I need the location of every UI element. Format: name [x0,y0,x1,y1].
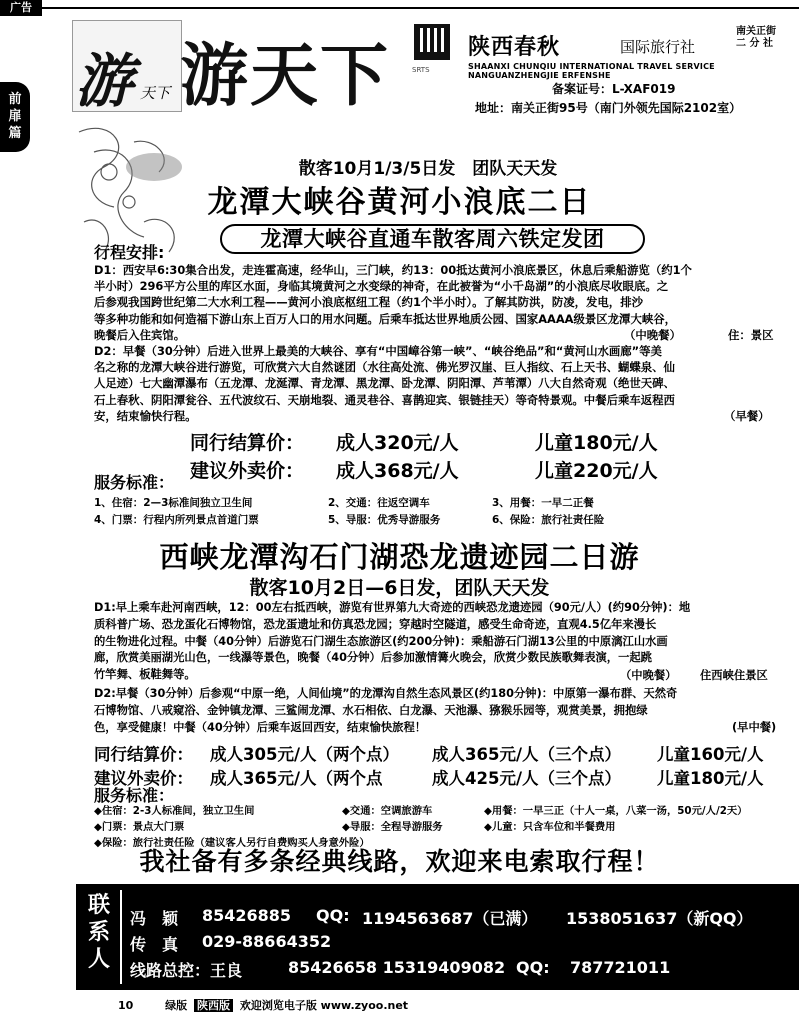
tour1-service-item: 4、门票：行程内所列景点首道门票 [94,514,259,526]
contact-qq-1[interactable]: 1194563687（已满） [362,909,538,928]
tour2-day1-line: 的生物进化过程。中餐（40分钟）后游览石门湖生态旅游区(约200分钟)：乘船游石门湖13公里的中原漓江山水画 [94,634,668,648]
tour2-price-trade-p1: 成人305元/人（两个点） [210,745,399,764]
tour1-day2-line: D2：早餐（30分钟）后进入世界上最美的大峡谷、享有“中国嶂谷第一峡”、“峡谷绝品”和“黄河山水画廊”等美 [94,344,662,358]
contact-qq-label-1: QQ: [316,906,350,925]
tour1-day1-line: D1：西安早6:30集合出发，走连霍高速，经华山，三门峡，约13：00抵达黄河小浪底景区，休息后乘船游览（约1个 [94,263,692,277]
tour1-service-item: 1、住宿：2—3标准间独立卫生间 [94,497,253,509]
side-tab-char: 前 [8,92,22,107]
tour1-day1-line: 半小时）296平方公里的库区水面，身临其境黄河之水变绿的神奇，在此被誉为“小千岛湖”的小浪底尽收眼底。之 [94,279,669,294]
tour2-price-retail-p1: 成人365元/人（两个点 [210,769,383,788]
agency-subtitle: 国际旅行社 [620,38,696,56]
itinerary-label: 行程安排: [94,243,165,262]
tour1-price-trade-child: 儿童180元/人 [535,432,658,454]
tour2-price-trade-label: 同行结算价： [94,745,193,764]
tour2-day1-line: 廊，欣赏美丽湖光山色，一线瀑等景色，晚餐（40分钟）后参加激情篝火晚会，欣赏少数民族歌舞表演，一起跳 [94,651,652,665]
tour1-day2-line: 名之称的龙潭大峡谷进行游览，可欣赏六大自然谜团（水往高处流、佛光罗汉崖、巨人指纹、石上天书、蝴蝶泉、仙 [94,360,675,375]
tour1-schedule: 散客10月1/3/5日发 团队天天发 [298,159,558,179]
tour2-day1 [94,600,789,684]
tour2-service-item: ◆儿童：只含车位和半餐费用 [484,821,616,833]
contact-label-char: 联 [87,893,110,918]
tour1-day2-line: 安，结束愉快行程。 [94,408,197,423]
slogan: 我社备有多条经典线路，欢迎来电索取行程！ [139,847,660,876]
tour1-day2 [94,343,789,424]
tour2-service-item: ◆交通：空调旅游车 [342,805,433,817]
logo-small-text: 天下 [140,84,171,102]
tour2-title: 西峡龙潭沟石门湖恐龙遗迹园二日游 [159,540,640,574]
tour2-day2-meal: (早中餐) [732,721,777,734]
contact-label-char: 人 [87,947,110,972]
tour2-schedule: 散客10月2日—6日发，团队天天发 [249,577,550,599]
tour2-price-retail-child: 儿童180元/人 [657,769,764,788]
tour2-service-label: 服务标准： [94,786,175,805]
contact-divider [120,890,122,984]
tour2-price-trade-child: 儿童160元/人 [657,745,764,764]
tour1-day2-meal: （早餐） [724,409,770,423]
tour2-day1-line: D1:早上乘车赴河南西峡，12：00左右抵西峡，游览有世界第九大奇迹的西峡恐龙遗迹园（90元/人）(约90分钟)：地 [94,601,691,614]
tour2-service-item: ◆导服：全程导游服务 [342,821,443,833]
tour1-service-item: 6、保险：旅行社责任险 [492,514,605,526]
logo-script: 游 [75,47,134,115]
branch-name [736,26,776,50]
tour2-day1-meal: （中晚餐） [620,669,677,682]
srts-logo-icon [412,22,452,62]
tour2-service-item: ◆用餐：一早三正（十人一桌，八菜一汤，50元/人/2天） [484,805,748,817]
tour1-service-item: 3、用餐：一早二正餐 [492,497,594,509]
contact-qq-2[interactable]: 1538051637（新QQ） [566,909,753,928]
contact-qq-3[interactable]: 787721011 [570,958,671,977]
footer [118,997,408,1013]
page-number: 10 [118,999,134,1012]
ad-tag: 广告 [0,0,42,16]
contact-phone-3[interactable]: 85426658 15319409082 [288,958,506,977]
contact-label [82,892,116,973]
side-tab-char: 篇 [8,126,22,141]
contact-route-manager: 线路总控：王良 [130,961,243,980]
tour2-price-trade-p2: 成人365元/人（三个点） [432,745,621,764]
contact-qq-label-3: QQ: [516,958,550,977]
tour2-service-item: ◆门票：景点大门票 [94,821,185,833]
tour1-day1-meal: （中晚餐） [624,328,681,342]
tour1-day1 [94,262,789,343]
tour1-day1-line: 后参观我国跨世纪第二大水利工程——黄河小浪底枢纽工程（约1个半小时）。了解其防洪，防凌，发电，排沙 [94,295,643,310]
side-tab-char: 扉 [8,109,22,124]
tour1-price-trade-label: 同行结算价： [190,432,305,454]
tour1-title: 龙潭大峡谷黄河小浪底二日 [207,185,592,220]
tour1-price-retail-adult: 成人368元/人 [336,460,459,482]
agency-address: 地址：南关正街95号（南门外领先国际2102室） [475,101,742,115]
tour2-day1-line: 竹竿舞、板鞋舞等。 [94,668,196,682]
tour1-service-item: 5、导服：优秀导游服务 [328,514,441,526]
tour1-banner: 龙潭大峡谷直通车散客周六铁定发团 [220,224,645,254]
edition-badge: 陕西版 [194,999,233,1012]
tour2-day2 [94,686,789,736]
tour1-day2-line: 人足迹）七大幽潭瀑布（五龙潭、龙涎潭、青龙潭、黑龙潭、卧龙潭、阴阳潭、芦苇潭）八大自然奇观（绝世天碑、 [94,376,675,391]
srts-text: SRTS [412,66,430,74]
contact-phone-1[interactable]: 85426885 [202,906,292,925]
brand-title: 游天下 [180,36,391,116]
tour1-price-trade-adult: 成人320元/人 [336,432,459,454]
tour1-day1-line: 晚餐后入住宾馆。 [94,327,186,342]
tour1-price-retail-label: 建议外卖价： [190,460,305,482]
tour2-day2-line: D2:早餐（30分钟）后参观“中原一绝，人间仙境”的龙潭沟自然生态风景区(约180分钟)：中原第一瀑布群、天然奇 [94,687,678,700]
agency-name: 陕西春秋 [468,35,561,60]
agency-english-name: SHAANXI CHUNQIU INTERNATIONAL TRAVEL SERVICE NANGUANZHENGJIE ERFENSHE [468,62,715,80]
tour2-price-retail-label: 建议外卖价： [94,769,193,788]
footer-text[interactable]: 欢迎浏览电子版 www.zyoo.net [239,999,409,1012]
tour2-service-item: ◆保险：旅行社责任险（建议客人另行自费购买人身意外险） [94,837,370,849]
tour2-day2-line: 石博物馆、八戒窥浴、金钟镇龙潭、三鲨闹龙潭、水石相依、白龙瀑、天池瀑、猕猴乐园等，观赏美景，拥抱绿 [94,703,648,717]
license-number: 备案证号：L-XAF019 [552,82,676,96]
tour2-price-retail-p2: 成人425元/人（三个点） [432,769,621,788]
contact-label-char: 系 [87,920,110,945]
tour1-day2-line: 石上春秋、阴阳潭瓮谷、五代波纹石、天崩地裂、通灵巷谷、喜鹊迎宾、银链挂天）等奇特景观。中餐后乘车返程西 [94,392,675,407]
tour2-day1-line: 质科普广场、恐龙蛋化石博物馆，恐龙蛋遗址和仿真恐龙园；穿越时空隧道，感受生命奇迹，直观4.5亿年来漫长 [94,617,657,631]
branch-line: 南关正街 [736,26,776,37]
contact-fax[interactable]: 029-88664352 [202,932,332,951]
branch-line: 二 分 社 [736,38,773,49]
tour1-price-retail-child: 儿童220元/人 [535,460,658,482]
tour1-day1-stay: 住：景区 [728,328,774,342]
top-divider [42,7,799,9]
contact-fax-label: 传 真 [130,935,179,954]
tour1-service-item: 2、交通：往返空调车 [328,497,430,509]
tour2-day2-line: 色，享受健康！中餐（40分钟）后乘车返回西安，结束愉快旅程！ [94,720,427,734]
edition-label: 绿版 [165,999,188,1012]
tour2-service-item: ◆住宿：2-3人标准间，独立卫生间 [94,805,255,817]
tour1-service-label: 服务标准： [94,473,175,492]
side-tab [0,82,30,152]
contact-name-1: 冯 颖 [130,909,179,928]
tour1-day1-line: 等多种功能和如何造福下游山东上百万人口的用水问题。后乘车抵达世界地质公园、国家AAAA级景区龙潭大峡谷， [94,311,677,326]
tour2-day1-stay: 住西峡住景区 [700,669,768,682]
